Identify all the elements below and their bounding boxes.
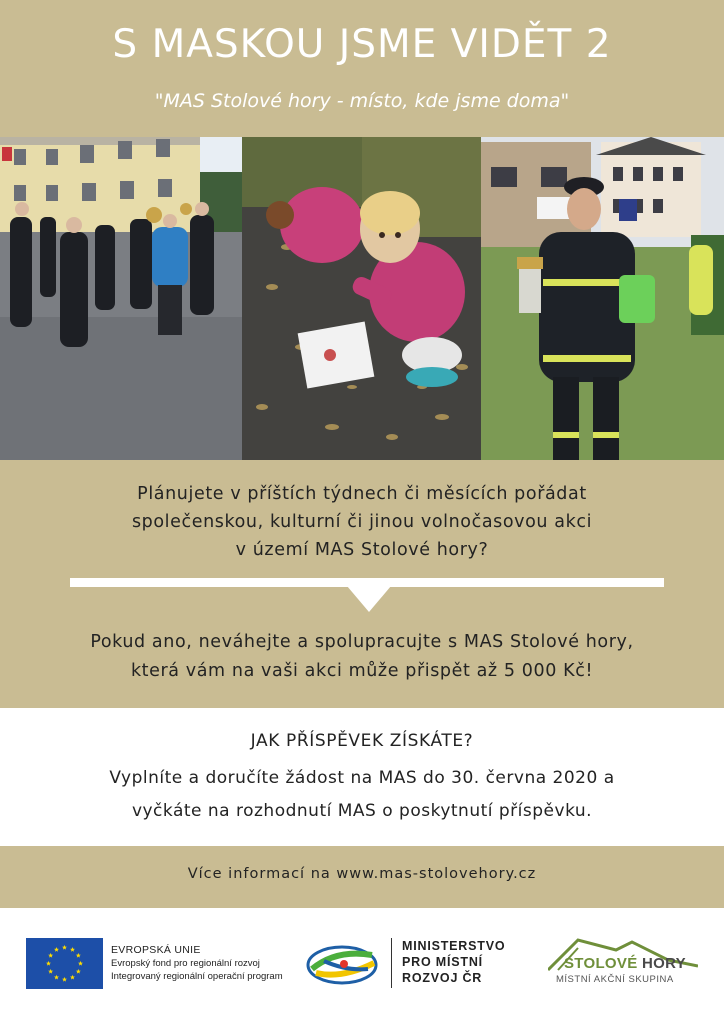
- poster-subtitle: "MAS Stolové hory - místo, kde jsme doma": [154, 90, 570, 112]
- question-line-1: Plánujete v příštích týdnech či měsících pořádat: [137, 484, 587, 504]
- info-link[interactable]: Více informací na www.mas-stolovehory.cz: [187, 866, 537, 882]
- photo-brass-band: [0, 137, 242, 460]
- answer-line-1: Pokud ano, neváhejte a spolupracujte s MAS Stolové hory,: [90, 632, 634, 652]
- mmr-logo-text: [402, 938, 505, 986]
- header-band: [0, 0, 724, 137]
- mmr-line-2: PRO MÍSTNÍ: [402, 955, 483, 969]
- howto-line-2: vyčkáte na rozhodnutí MAS o poskytnutí příspěvku.: [131, 801, 593, 821]
- mas-logo-subtitle: MÍSTNÍ AKČNÍ SKUPINA: [556, 974, 674, 985]
- howto-line-1: Vyplníte a doručíte žádost na MAS do 30. června 2020 a: [109, 768, 615, 788]
- eu-line-1: EVROPSKÁ UNIE: [111, 944, 201, 956]
- mmr-logo-icon: [306, 943, 382, 985]
- howto-body: [30, 762, 694, 828]
- question-text: [40, 480, 684, 564]
- mas-name-part-2: HORY: [641, 955, 686, 972]
- answer-line-2: která vám na vaši akci může přispět až 5 000 Kč!: [130, 661, 594, 681]
- question-line-3: v území MAS Stolové hory?: [235, 540, 489, 560]
- mmr-separator: [391, 938, 392, 988]
- divider-arrow-icon: [347, 586, 391, 612]
- eu-logo-text: [111, 944, 283, 983]
- photo-strip: [0, 137, 724, 460]
- mas-logo-name: [564, 955, 686, 972]
- poster-title: S MASKOU JSME VIDĚT 2: [112, 22, 612, 67]
- howto-heading: JAK PŘÍSPĚVEK ZÍSKÁTE?: [250, 731, 474, 751]
- photo-firefighter-trophy: [481, 137, 724, 460]
- mas-name-part-1: STOLOVÉ: [564, 955, 638, 972]
- eu-flag-icon: [26, 938, 103, 989]
- mmr-line-1: MINISTERSTVO: [402, 939, 506, 953]
- question-line-2: společenskou, kulturní či jinou volnočasovou akci: [131, 512, 593, 532]
- mmr-line-3: ROZVOJ ČR: [402, 971, 483, 985]
- eu-line-3: Integrovaný regionální operační program: [111, 971, 283, 982]
- eu-line-2: Evropský fond pro regionální rozvoj: [111, 958, 260, 969]
- answer-text: [20, 628, 704, 686]
- photo-girl-drawing: [242, 137, 481, 460]
